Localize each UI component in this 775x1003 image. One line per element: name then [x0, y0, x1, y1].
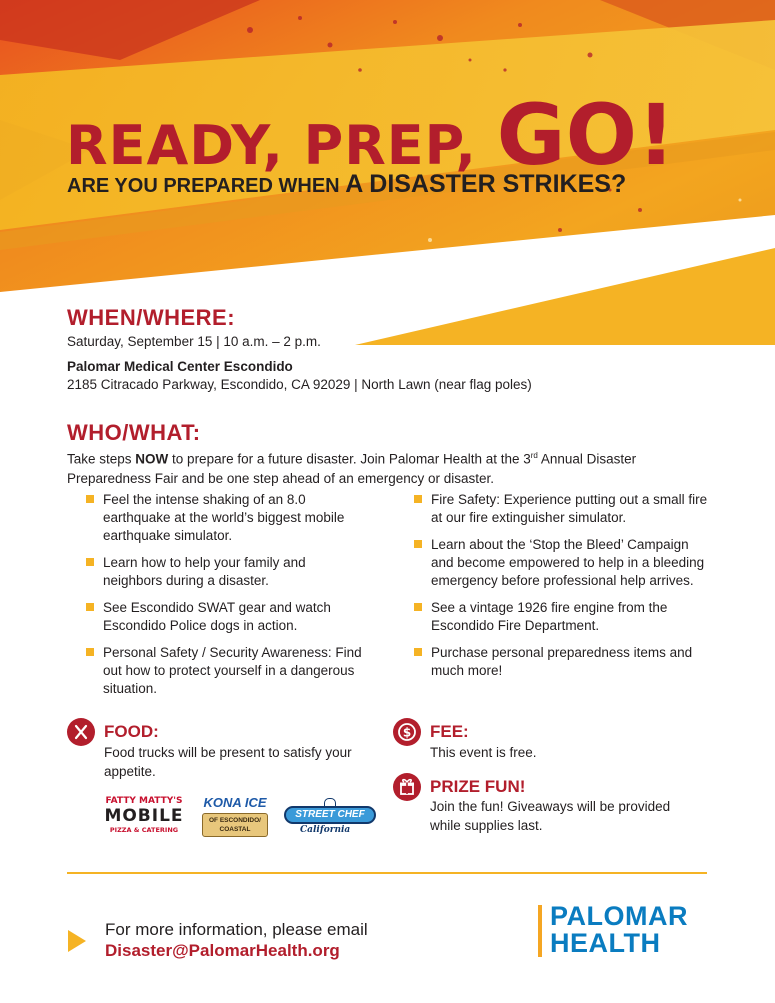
subtitle-lead: ARE YOU PREPARED WHEN: [67, 175, 346, 197]
intro-text-2: to prepare for a future disaster. Join Palomar Health at the 3: [168, 451, 531, 467]
kona-ice-logo: [200, 795, 270, 843]
list-item-text: See Escondido SWAT gear and watch Escondido Police dogs in action.: [103, 600, 331, 633]
bullet-square-icon: [86, 603, 94, 611]
street-logo-line1: STREET CHEF: [284, 806, 376, 824]
list-item: [67, 491, 367, 545]
list-item: [395, 536, 710, 590]
brand-accent-bar: [538, 905, 542, 957]
list-item: [67, 644, 367, 698]
brand-line1: PALOMAR: [550, 901, 688, 931]
bullet-square-icon: [414, 603, 422, 611]
title-go: GO!: [496, 86, 676, 184]
kona-logo-line2: OF ESCONDIDO/ COASTAL: [202, 813, 268, 837]
list-item-text: Learn how to help your family and neighbors during a disaster.: [103, 555, 306, 588]
when-where-heading: WHEN/WHERE:: [67, 305, 236, 330]
list-item: [395, 644, 710, 680]
bullet-square-icon: [86, 648, 94, 656]
intro-text-1: Take steps: [67, 451, 136, 467]
subtitle-emphasis: A DISASTER STRIKES?: [345, 170, 627, 198]
fatty-mattys-logo: [100, 796, 188, 842]
food-text: Food trucks will be present to satisfy your appetite.: [104, 745, 352, 779]
brand-line2: HEALTH: [550, 928, 661, 958]
footer-divider: [67, 872, 707, 874]
list-item-text: Personal Safety / Security Awareness: Find out how to protect yourself in a dangerous situation.: [103, 645, 362, 696]
prize-text: Join the fun! Giveaways will be provided while supplies last.: [430, 799, 671, 833]
activities-list-right: [395, 491, 710, 689]
list-item: [67, 599, 367, 635]
list-item-text: Learn about the ‘Stop the Bleed’ Campaign and become empowered to help in a bleeding emergency before professional help arrives.: [431, 537, 705, 588]
hero-banner: [0, 0, 775, 345]
bullet-square-icon: [414, 648, 422, 656]
who-what-intro: [67, 446, 707, 488]
event-venue: Palomar Medical Center Escondido: [67, 359, 293, 374]
bullet-square-icon: [86, 558, 94, 566]
list-item-text: See a vintage 1926 fire engine from the Escondido Fire Department.: [431, 600, 668, 633]
contact-prompt: For more information, please email: [105, 920, 368, 939]
intro-text-3: Annual Disaster Preparedness Fair and be one step ahead of an emergency or disaster.: [67, 451, 637, 486]
food-heading: FOOD:: [104, 722, 159, 741]
fee-heading: FEE:: [430, 722, 469, 741]
event-date-time: Saturday, September 15 | 10 a.m. – 2 p.m.: [67, 334, 321, 349]
arrow-right-icon: [68, 930, 86, 952]
list-item: [395, 599, 710, 635]
list-item-text: Purchase personal preparedness items and much more!: [431, 645, 693, 678]
bullet-square-icon: [414, 495, 422, 503]
bullet-square-icon: [414, 540, 422, 548]
activities-list-left: [67, 491, 367, 707]
list-item-text: Fire Safety: Experience putting out a small fire at our fire extinguisher simulator.: [431, 492, 708, 525]
fatty-logo-line3: PIZZA & CATERING: [109, 826, 179, 834]
fatty-logo-line2: MOBILE: [104, 806, 184, 826]
svg-text:$: $: [402, 725, 412, 740]
prize-heading: PRIZE FUN!: [430, 777, 526, 796]
dollar-icon: [393, 718, 421, 746]
street-logo-line2: California: [300, 825, 351, 835]
intro-superscript: rd: [530, 451, 538, 460]
fork-knife-icon: [67, 718, 95, 746]
title-ready-prep: READY, PREP,: [66, 114, 497, 177]
list-item: [67, 554, 367, 590]
list-item: [395, 491, 710, 527]
who-what-heading: WHO/WHAT:: [67, 420, 201, 445]
street-chef-logo: [280, 798, 380, 840]
fatty-logo-line1: FATTY MATTY'S: [105, 796, 183, 806]
event-address: 2185 Citracado Parkway, Escondido, CA 92029 | North Lawn (near flag poles): [67, 377, 532, 392]
gift-icon: [393, 773, 421, 801]
list-item-text: Feel the intense shaking of an 8.0 earthquake at the world’s biggest mobile earthquake simulator.: [103, 492, 345, 543]
intro-emphasis: NOW: [135, 451, 169, 467]
bullet-square-icon: [86, 495, 94, 503]
contact-email-link[interactable]: Disaster@PalomarHealth.org: [105, 941, 340, 960]
event-subtitle: [67, 170, 626, 199]
kona-logo-line1: KONA ICE: [203, 795, 267, 810]
fee-text: This event is free.: [430, 745, 537, 760]
